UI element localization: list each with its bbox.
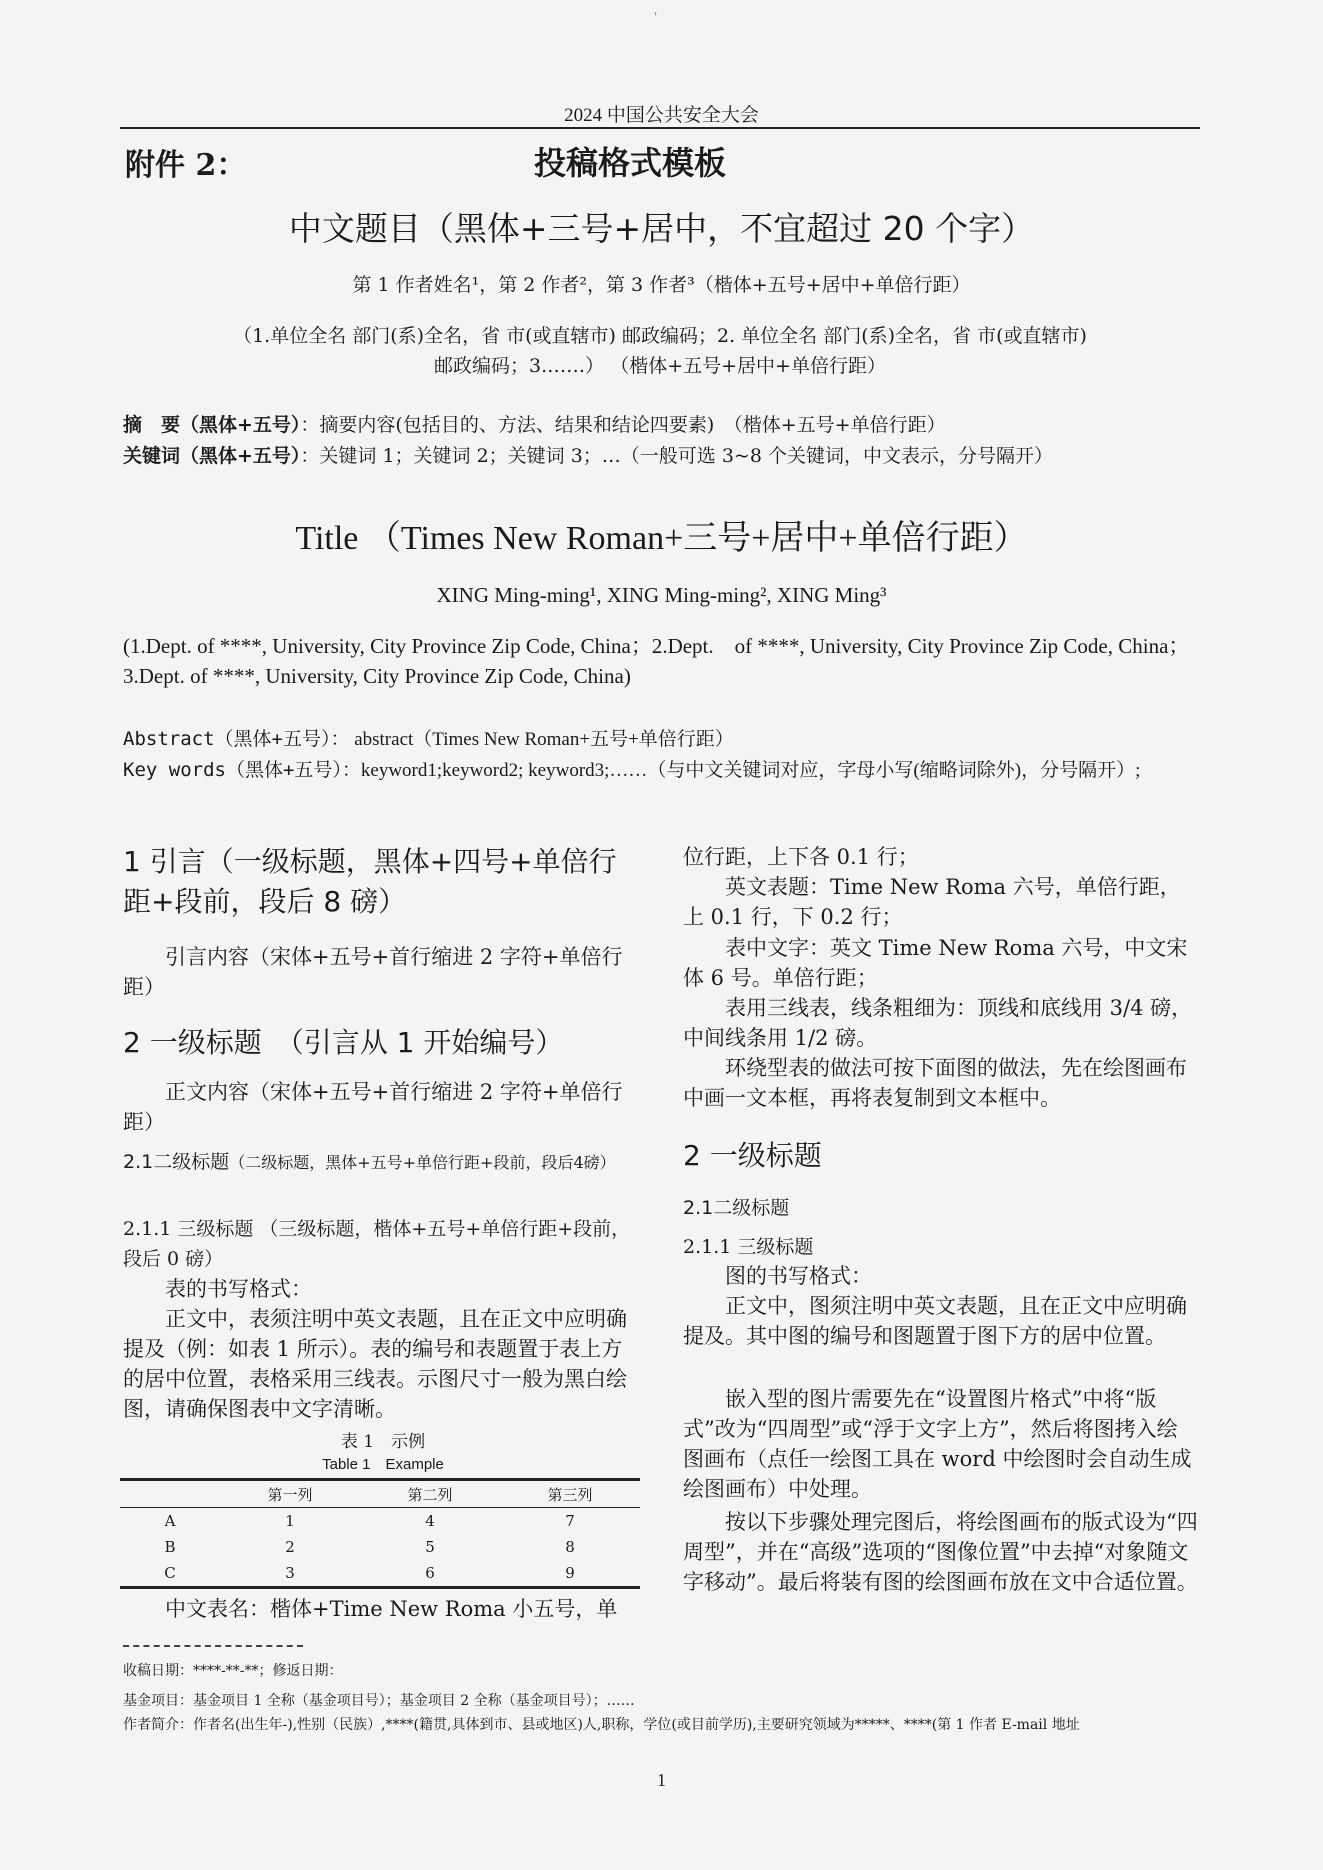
h2-label: 2.1二级标题 bbox=[123, 1151, 230, 1173]
section-2-heading: 2 一级标题 （引言从 1 开始编号） bbox=[123, 1026, 564, 1059]
right-p3: 表中文字：英文 Time New Roma 六号，中文宋体 6 号。单倍行距； bbox=[683, 936, 1188, 990]
cn-affiliation-line-2: 邮政编码；3.……） （楷体+五号+居中+单倍行距） bbox=[434, 355, 886, 377]
table-cell: A bbox=[164, 1512, 176, 1530]
table-cell: 2 bbox=[285, 1538, 295, 1556]
intro-heading: 1 引言（一级标题，黑体+四号+单倍行距+段前，段后 8 磅） bbox=[123, 845, 617, 918]
table-header-cell: 第三列 bbox=[500, 1480, 640, 1508]
footnote-received: 收稿日期：****-**-**；修返日期： bbox=[123, 1663, 343, 1679]
intro-body: 引言内容（宋体+五号+首行缩进 2 字符+单倍行距） bbox=[123, 945, 623, 999]
figure-para-3: 按以下步骤处理完图后，将绘图画布的版式设为“四周型”，并在“高级”选项的“图像位置”中去掉“对象随文字移动”。最后将装有图的绘图画布放在文中合适位置。 bbox=[683, 1510, 1198, 1594]
cn-keywords-text: ：关键词 1；关键词 2；关键词 3；…（一般可选 3~8 个关键词，中文表示，分号隔开） bbox=[300, 445, 1053, 467]
cn-keywords-label: 关键词（黑体+五号） bbox=[123, 445, 301, 467]
table-format-paragraph: 正文中，表须注明中英文表题，且在正文中应明确提及（例：如表 1 所示）。表的编号和表题置于表上方的居中位置，表格采用三线表。示图尺寸一般为黑白绘图，请确保图表中文字清晰。 bbox=[123, 1307, 627, 1421]
figure-para-2: 嵌入型的图片需要先在“设置图片格式”中将“版式”改为“四周型”或“浮于文字上方”，然后将图拷入绘图画布（点任一绘图工具在 word 中绘图时会自动生成绘图画布）中处理。 bbox=[683, 1387, 1192, 1501]
header-rule bbox=[120, 127, 1200, 129]
table-cell: B bbox=[164, 1538, 176, 1556]
table-format-label: 表的书写格式： bbox=[165, 1277, 312, 1301]
conference-header: 2024 中国公共安全大会 bbox=[564, 105, 759, 126]
en-abstract-text: ： abstract（Times New Roman+五号+单倍行距） bbox=[330, 729, 734, 750]
cn-abstract-text: ：摘要内容(包括目的、方法、结果和结论四要素) （楷体+五号+单倍行距） bbox=[300, 414, 946, 436]
right-h2: 2.1二级标题 bbox=[683, 1197, 790, 1219]
body-text: 正文内容（宋体+五号+首行缩进 2 字符+单倍行距） bbox=[123, 1080, 623, 1134]
cn-abstract-label: 摘 要（黑体+五号） bbox=[123, 414, 301, 436]
cn-affiliation-line-1: （1.单位全名 部门(系)全名，省 市(或直辖市) 邮政编码；2. 单位全名 部门(系)全名，省 市(或直辖市) bbox=[233, 325, 1087, 347]
figure-para-1: 正文中，图须注明中英文表题，且在正文中应明确提及。其中图的编号和图题置于图下方的居中位置。 bbox=[683, 1294, 1187, 1348]
template-title: 投稿格式模板 bbox=[533, 144, 726, 182]
right-p4: 表用三线表，线条粗细为：顶线和底线用 3/4 磅，中间线条用 1/2 磅。 bbox=[683, 996, 1193, 1050]
table-caption-cn: 表 1 示例 bbox=[340, 1432, 426, 1452]
footnote-fund: 基金项目：基金项目 1 全称（基金项目号）；基金项目 2 全称（基金项目号）；…… bbox=[123, 1693, 635, 1709]
scan-mark: ' bbox=[654, 10, 658, 24]
table-row bbox=[120, 1534, 640, 1560]
table-cell: 6 bbox=[360, 1560, 500, 1588]
en-keywords-text: ：keyword1;keyword2; keyword3;……（与中文关键词对应，字母小写(缩略词除外)，分号隔开）; bbox=[341, 760, 1141, 781]
right-h1: 2 一级标题 bbox=[683, 1139, 822, 1172]
en-authors: XING Ming-ming¹, XING Ming-ming², XING Ming³ bbox=[436, 583, 887, 607]
table-row bbox=[120, 1560, 640, 1588]
h2-note: （二级标题，黑体+五号+单倍行距+段前，段后4磅） bbox=[229, 1153, 616, 1172]
table-cell: 9 bbox=[500, 1560, 640, 1588]
footnote-rule bbox=[123, 1645, 303, 1647]
right-p1: 位行距，上下各 0.1 行； bbox=[683, 845, 919, 869]
table-header-cell bbox=[120, 1480, 220, 1508]
en-keywords bbox=[123, 756, 1218, 785]
en-keywords-label: Key words（黑体+五号） bbox=[123, 759, 342, 781]
table-cell: 5 bbox=[425, 1538, 435, 1556]
cn-keywords bbox=[123, 441, 1213, 468]
table-name-note: 中文表名：楷体+Time New Roma 小五号，单 bbox=[165, 1597, 618, 1621]
attachment-label: 附件 2： bbox=[125, 148, 247, 183]
en-abstract-label: Abstract（黑体+五号） bbox=[123, 728, 331, 750]
table-cell: 7 bbox=[565, 1512, 575, 1530]
page-number: 1 bbox=[657, 1770, 666, 1790]
table-cell: 8 bbox=[565, 1538, 575, 1556]
h2-example bbox=[123, 1148, 643, 1176]
table-cell: C bbox=[120, 1560, 220, 1588]
right-h3: 2.1.1 三级标题 bbox=[683, 1236, 814, 1258]
cn-authors: 第 1 作者姓名¹，第 2 作者²，第 3 作者³（楷体+五号+居中+单倍行距） bbox=[352, 274, 971, 296]
table-header-cell: 第一列 bbox=[220, 1480, 360, 1508]
table-cell: 1 bbox=[285, 1512, 295, 1530]
cn-title: 中文题目（黑体+三号+居中，不宜超过 20 个字） bbox=[288, 209, 1035, 248]
right-p5: 环绕型表的做法可按下面图的做法，先在绘图画布中画一文本框，再将表复制到文本框中。 bbox=[683, 1056, 1187, 1110]
h3-example: 2.1.1 三级标题 （三级标题，楷体+五号+单倍行距+段前，段后 0 磅） bbox=[123, 1218, 631, 1270]
table-cell: 4 bbox=[425, 1512, 435, 1530]
en-abstract bbox=[123, 725, 1218, 754]
table-row bbox=[120, 1508, 640, 1535]
en-title: Title （Times New Roman+三号+居中+单倍行距） bbox=[295, 520, 1028, 557]
table-header-row bbox=[120, 1480, 640, 1508]
table-caption-en: Table 1 Example bbox=[322, 1456, 444, 1473]
right-p2: 英文表题：Time New Roma 六号，单倍行距，上 0.1 行，下 0.2 行； bbox=[683, 875, 1181, 929]
table-cell: 3 bbox=[220, 1560, 360, 1588]
figure-format-label: 图的书写格式： bbox=[725, 1264, 872, 1288]
en-affiliation: (1.Dept. of ****, University, City Province Zip Code, China；2.Dept. of ****, University, City Province Zip Code, China；3.Dept. of ****, University, City Province Zip Code, China) bbox=[123, 634, 1190, 688]
footnote-author-bio: 作者简介：作者名(出生年-),性别（民族）,****(籍贯,具体到市、县或地区)人,职称，学位(或目前学历),主要研究领域为*****、****(第 1 作者 E-mail 地址 bbox=[123, 1717, 1080, 1733]
example-table bbox=[120, 1478, 640, 1589]
cn-abstract bbox=[123, 410, 1213, 437]
table-header-cell: 第二列 bbox=[360, 1480, 500, 1508]
